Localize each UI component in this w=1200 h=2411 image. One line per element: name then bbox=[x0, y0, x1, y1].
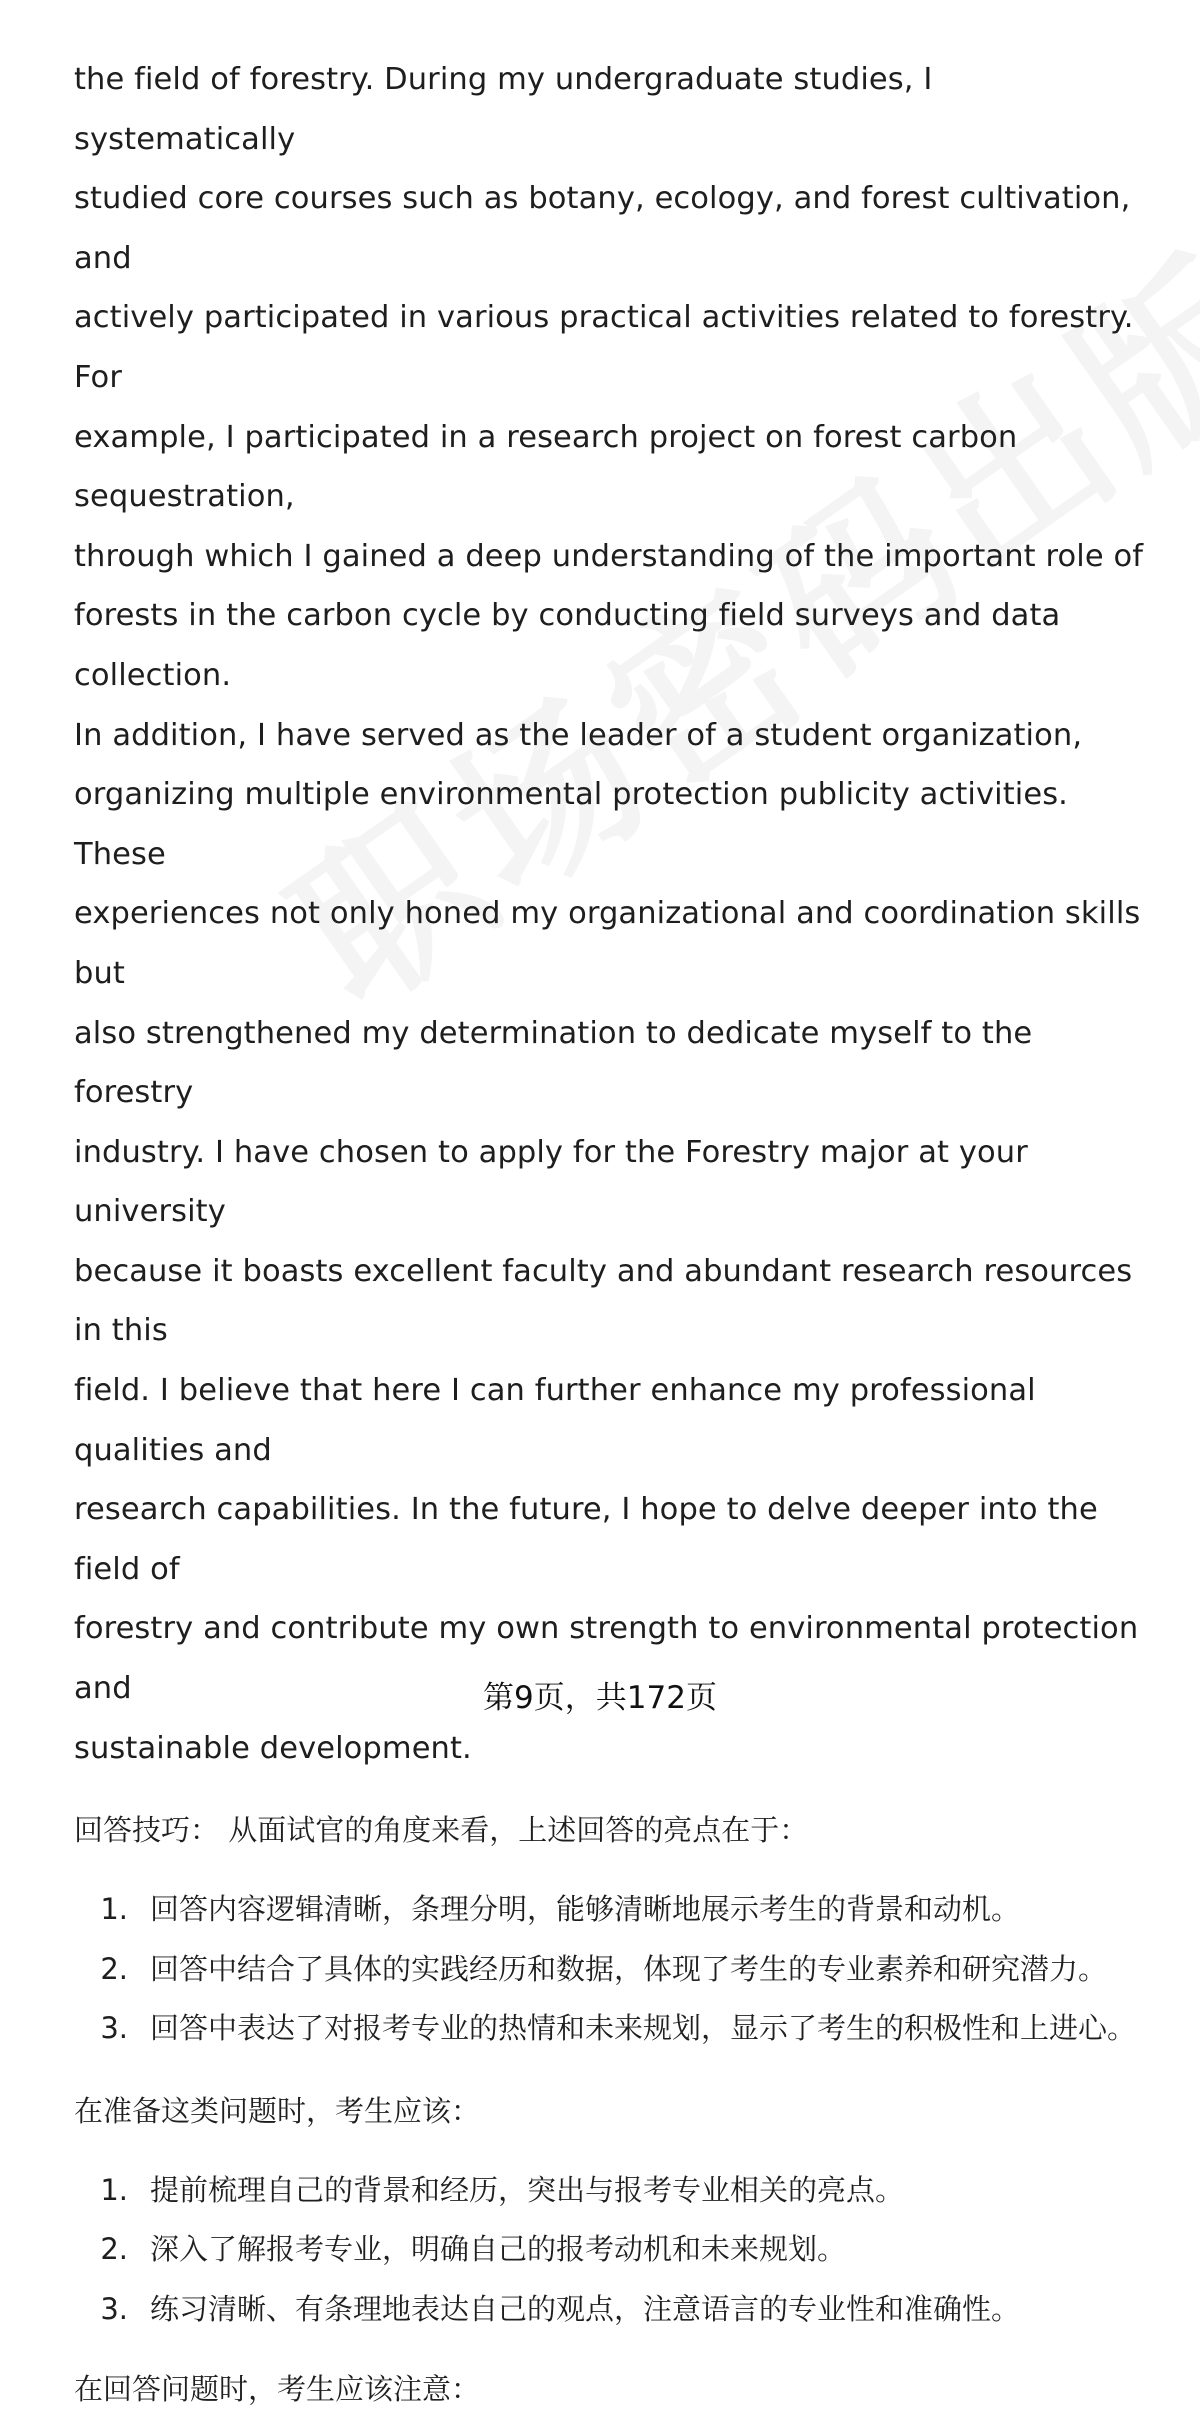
list-number: 3. bbox=[100, 2011, 128, 2046]
list-item bbox=[74, 2280, 1154, 2340]
paragraph-line: because it boasts excellent faculty and abundant research resources in this bbox=[74, 1253, 1133, 1349]
list-text: 回答中结合了具体的实践经历和数据，体现了考生的专业素养和研究潜力。 bbox=[150, 1951, 1108, 1986]
list-text: 提前梳理自己的背景和经历，突出与报考专业相关的亮点。 bbox=[150, 2172, 905, 2207]
answer-paragraph bbox=[74, 50, 1154, 1778]
list-number: 1. bbox=[100, 2172, 128, 2207]
paragraph-line: forestry and contribute my own strength to environmental protection and bbox=[74, 1611, 1139, 1707]
list-text: 练习清晰、有条理地表达自己的观点，注意语言的专业性和准确性。 bbox=[150, 2291, 1021, 2326]
prepare-heading: 在准备这类问题时，考生应该： bbox=[74, 2093, 481, 2128]
prepare-list bbox=[74, 2161, 1154, 2340]
list-number: 2. bbox=[100, 2232, 128, 2267]
list-item bbox=[74, 1940, 1154, 2000]
list-number: 2. bbox=[100, 1951, 128, 1986]
paragraph-line: industry. I have chosen to apply for the Forestry major at your university bbox=[74, 1134, 1028, 1230]
list-item bbox=[74, 1999, 1154, 2059]
list-number: 1. bbox=[100, 1892, 128, 1927]
paragraph-line: forests in the carbon cycle by conducting field surveys and data collection. bbox=[74, 598, 1061, 693]
list-text: 回答中表达了对报考专业的热情和未来规划，显示了考生的积极性和上进心。 bbox=[150, 2011, 1137, 2046]
paragraph-line: research capabilities. In the future, I hope to delve deeper into the field of bbox=[74, 1492, 1098, 1587]
page-number: 第9页，共172页 bbox=[483, 1680, 717, 1716]
list-text: 深入了解报考专业，明确自己的报考动机和未来规划。 bbox=[150, 2232, 847, 2267]
paragraph-line: studied core courses such as botany, ecology, and forest cultivation, and bbox=[74, 181, 1131, 276]
paragraph-line: example, I participated in a research project on forest carbon sequestration, bbox=[74, 419, 1018, 515]
list-item bbox=[74, 1880, 1154, 1940]
attention-heading: 在回答问题时，考生应该注意： bbox=[74, 2372, 481, 2407]
paragraph-line: experiences not only honed my organizational and coordination skills but bbox=[74, 896, 1141, 991]
paragraph-line: sustainable development. bbox=[74, 1730, 472, 1766]
page-content bbox=[74, 50, 1154, 2411]
paragraph-line: through which I gained a deep understanding of the important role of bbox=[74, 538, 1144, 574]
list-item bbox=[74, 2161, 1154, 2221]
list-item bbox=[74, 2220, 1154, 2280]
list-number: 3. bbox=[100, 2291, 128, 2326]
list-text: 回答内容逻辑清晰，条理分明，能够清晰地展示考生的背景和动机。 bbox=[150, 1892, 1021, 1927]
paragraph-line: also strengthened my determination to dedicate myself to the forestry bbox=[74, 1015, 1033, 1111]
paragraph-line: the field of forestry. During my undergraduate studies, I systematically bbox=[74, 62, 933, 157]
paragraph-line: organizing multiple environmental protection publicity activities. These bbox=[74, 777, 1068, 872]
paragraph-line: field. I believe that here I can further enhance my professional qualities and bbox=[74, 1373, 1036, 1468]
tips-list bbox=[74, 1880, 1154, 2059]
paragraph-line: actively participated in various practical activities related to forestry. For bbox=[74, 300, 1134, 395]
paragraph-line: In addition, I have served as the leader of a student organization, bbox=[74, 717, 1083, 753]
tips-heading: 回答技巧： 从面试官的角度来看，上述回答的亮点在于： bbox=[74, 1813, 809, 1848]
